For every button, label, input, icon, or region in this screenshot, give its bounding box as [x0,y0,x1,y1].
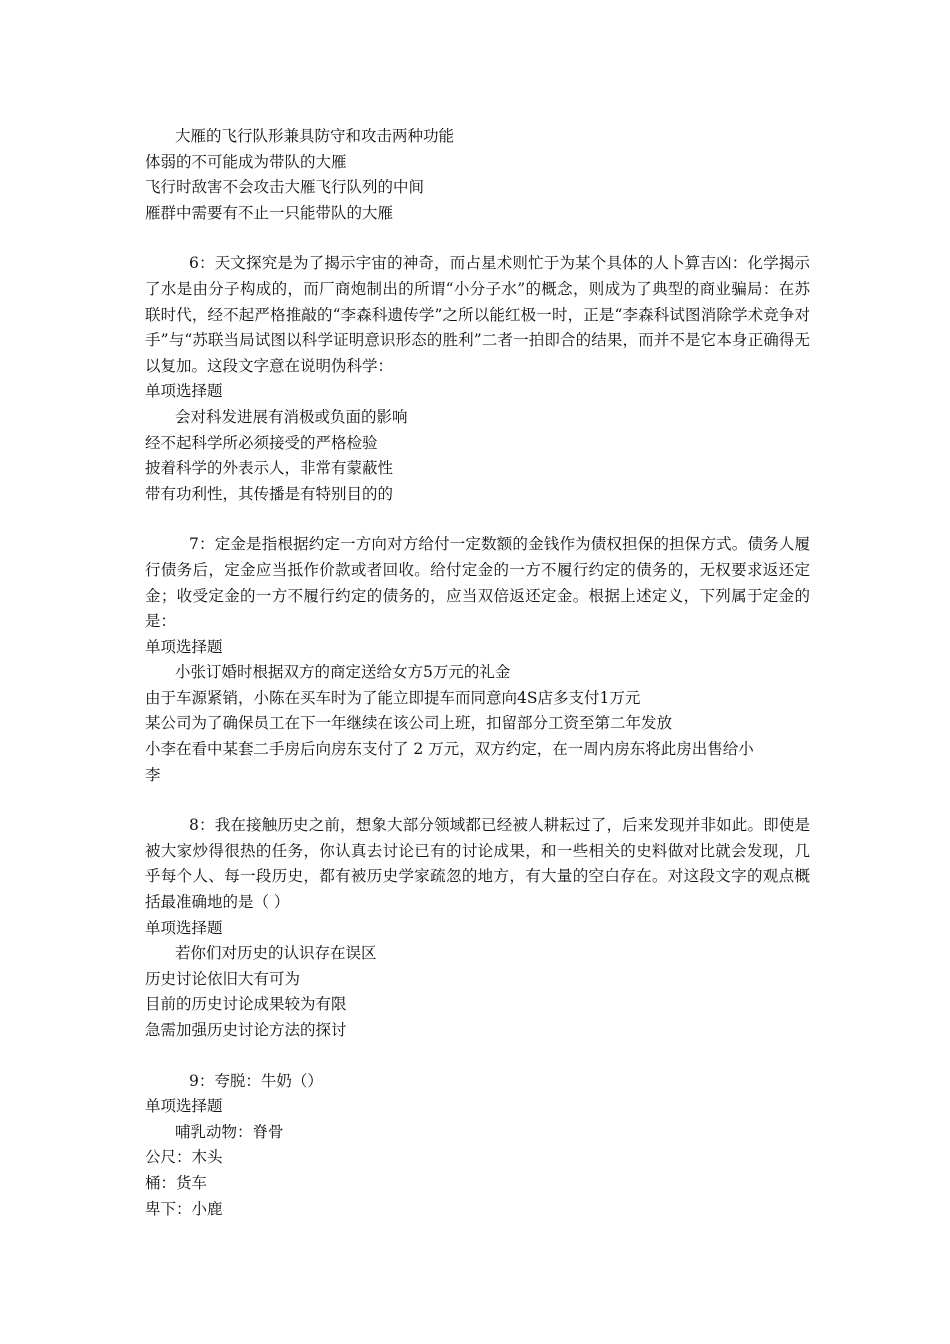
question-stem: 6：天文探究是为了揭示宇宙的神奇，而占星术则忙于为某个具体的人卜算吉凶：化学揭示了水是由分子构成的，而厂商炮制出的所谓“小分子水”的概念，则成为了典型的商业骗局：在苏联时代，经不起严格推敲的“李森科遗传学”之所以能红极一时，正是“李森科试图消除学术竞争对手”与“苏联当局试图以科学证明意识形态的胜利”二者一拍即合的结果，而并不是它本身正确得无以复加。这段文字意在说明伪科学： [145,254,810,375]
document-content [145,124,810,1222]
question-5-options [145,124,810,226]
option-a: 会对科发进展有消极或负面的影响 [175,407,408,426]
option-a: 若你们对历史的认识存在误区 [175,944,377,963]
option-d: 带有功利性，其传播是有特别目的的 [145,484,394,503]
option-b: 体弱的不可能成为带队的大雁 [145,152,347,171]
option-a: 哺乳动物：脊骨 [175,1122,284,1141]
option-c: 目前的历史讨论成果较为有限 [145,995,347,1014]
option-d: 卑下：小鹿 [145,1199,223,1218]
question-type: 单项选择题 [145,637,223,656]
option-d-continued: 李 [145,765,161,784]
question-7 [145,532,810,788]
option-c: 披着科学的外表示人，非常有蒙蔽性 [145,459,394,478]
option-d: 小李在看中某套二手房后向房东支付了 2 万元，双方约定，在一周内房东将此房出售给小 [145,740,754,759]
option-a: 大雁的飞行队形兼具防守和攻击两种功能 [175,127,455,145]
option-b: 由于车源紧销，小陈在买车时为了能立即提车而同意向4S店多支付1万元 [145,688,641,707]
question-stem: 7：定金是指根据约定一方向对方给付一定数额的金钱作为债权担保的担保方式。债务人履行债务后，定金应当抵作价款或者回收。给付定金的一方不履行约定的债务的，无权要求返还定金；收受定金的一方不履行约定的债务的，应当双倍返还定金。根据上述定义，下列属于定金的是： [145,535,810,631]
question-8 [145,813,810,1043]
question-stem: 9：夸脱：牛奶（） [189,1071,323,1090]
question-type: 单项选择题 [145,382,223,401]
option-b: 经不起科学所必须接受的严格检验 [145,433,378,452]
option-d: 雁群中需要有不止一只能带队的大雁 [145,203,394,222]
option-b: 公尺：木头 [145,1148,223,1167]
question-type: 单项选择题 [145,1097,223,1116]
option-c: 桶：货车 [145,1173,208,1192]
question-6 [145,251,810,507]
option-d: 急需加强历史讨论方法的探讨 [145,1021,347,1039]
question-type: 单项选择题 [145,918,223,937]
question-9 [145,1069,810,1223]
option-b: 历史讨论依旧大有可为 [145,969,301,988]
option-c: 飞行时敌害不会攻击大雁飞行队列的中间 [145,178,425,197]
option-a: 小张订婚时根据双方的商定送给女方5万元的礼金 [175,663,511,682]
option-c: 某公司为了确保员工在下一年继续在该公司上班，扣留部分工资至第二年发放 [145,714,673,733]
question-stem: 8：我在接触历史之前，想象大部分领域都已经被人耕耘过了，后来发现并非如此。即使是被大家炒得很热的任务，你认真去讨论已有的讨论成果，和一些相关的史料做对比就会发现，几乎每个人、每一段历史，都有被历史学家疏忽的地方，有大量的空白存在。对这段文字的观点概括最准确地的是（ ） [145,816,810,912]
